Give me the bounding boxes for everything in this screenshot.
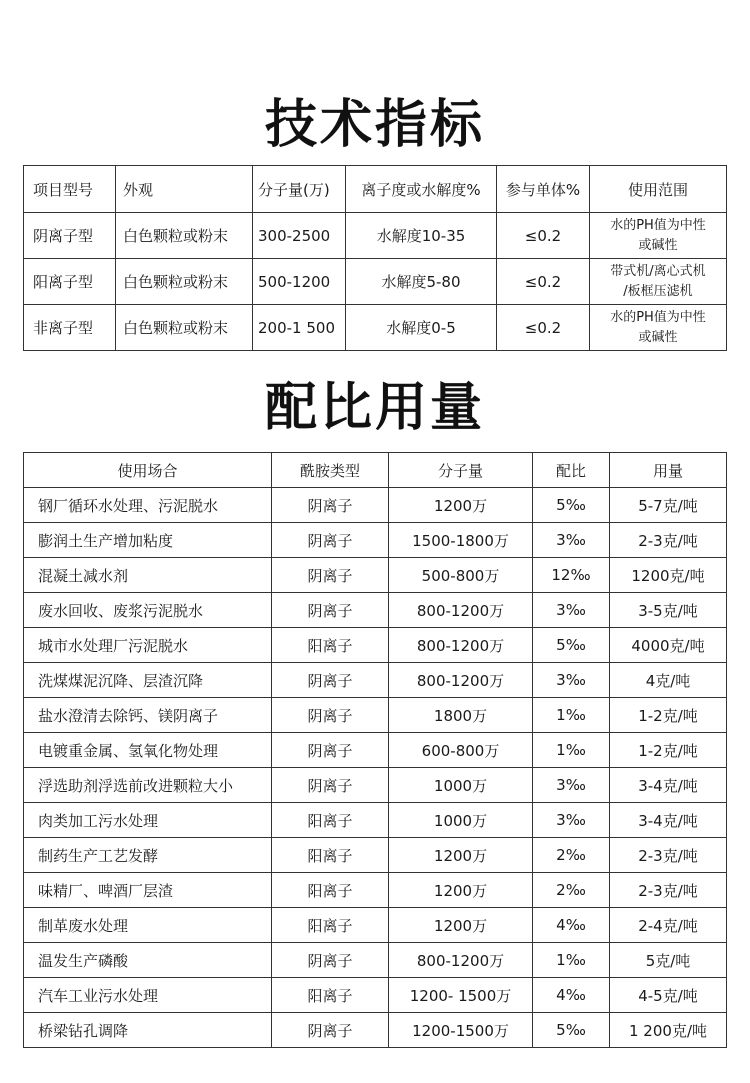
dosage-cell-amide-type: 阴离子 [272,943,389,978]
dosage-header-ratio: 配比 [533,453,610,488]
spec-cell-monomer: ≤0.2 [497,259,590,305]
dosage-cell-application: 制药生产工艺发酵 [24,838,272,873]
dosage-cell-dosage: 3-4克/吨 [610,803,727,838]
dosage-cell-amide-type: 阳离子 [272,628,389,663]
dosage-cell-molecular-weight: 1200-1500万 [389,1013,533,1048]
dosage-cell-molecular-weight: 800-1200万 [389,593,533,628]
dosage-cell-application: 钢厂循环水处理、污泥脱水 [24,488,272,523]
spec-cell-model: 阳离子型 [24,259,116,305]
dosage-cell-molecular-weight: 1000万 [389,768,533,803]
dosage-cell-amide-type: 阴离子 [272,698,389,733]
dosage-header-application: 使用场合 [24,453,272,488]
dosage-cell-application: 膨润土生产增加粘度 [24,523,272,558]
dosage-cell-molecular-weight: 1200万 [389,838,533,873]
spec-cell-appearance: 白色颗粒或粉末 [116,259,253,305]
spec-cell-molecular-weight: 300-2500 [253,213,346,259]
spec-cell-model: 阴离子型 [24,213,116,259]
dosage-cell-dosage: 4-5克/吨 [610,978,727,1013]
dosage-cell-molecular-weight: 1200万 [389,873,533,908]
dosage-cell-application: 混凝土减水剂 [24,558,272,593]
dosage-cell-ratio: 12‰ [533,558,610,593]
spec-cell-molecular-weight: 500-1200 [253,259,346,305]
dosage-cell-amide-type: 阴离子 [272,523,389,558]
dosage-cell-dosage: 2-3克/吨 [610,523,727,558]
spec-cell-appearance: 白色颗粒或粉末 [116,213,253,259]
dosage-cell-dosage: 4克/吨 [610,663,727,698]
dosage-cell-ratio: 5‰ [533,628,610,663]
spec-header-row [24,166,727,213]
spec-table [23,165,727,351]
dosage-cell-molecular-weight: 1200- 1500万 [389,978,533,1013]
dosage-cell-application: 汽车工业污水处理 [24,978,272,1013]
spec-cell-ionicity: 水解度0-5 [346,305,497,351]
dosage-row [24,733,727,768]
dosage-row [24,488,727,523]
dosage-cell-dosage: 1-2克/吨 [610,733,727,768]
dosage-cell-ratio: 1‰ [533,943,610,978]
dosage-row [24,768,727,803]
dosage-cell-amide-type: 阴离子 [272,733,389,768]
dosage-cell-ratio: 3‰ [533,803,610,838]
dosage-cell-application: 浮选助剂浮选前改进颗粒大小 [24,768,272,803]
scope-line: 或碱性 [638,329,678,345]
spec-cell-appearance: 白色颗粒或粉末 [116,305,253,351]
spec-row [24,259,727,305]
spec-cell-molecular-weight: 200-1 500 [253,305,346,351]
spec-cell-scope [590,213,727,259]
spec-header-model: 项目型号 [24,166,116,213]
dosage-cell-dosage: 1-2克/吨 [610,698,727,733]
dosage-row [24,908,727,943]
dosage-cell-amide-type: 阴离子 [272,488,389,523]
dosage-cell-molecular-weight: 800-1200万 [389,663,533,698]
dosage-cell-application: 城市水处理厂污泥脱水 [24,628,272,663]
dosage-cell-application: 废水回收、废浆污泥脱水 [24,593,272,628]
dosage-cell-amide-type: 阴离子 [272,593,389,628]
dosage-cell-amide-type: 阳离子 [272,978,389,1013]
dosage-cell-molecular-weight: 800-1200万 [389,943,533,978]
dosage-cell-molecular-weight: 1500-1800万 [389,523,533,558]
dosage-cell-dosage: 3-4克/吨 [610,768,727,803]
dosage-row [24,1013,727,1048]
dosage-row [24,593,727,628]
scope-line: 带式机/离心式机 [610,263,706,279]
dosage-cell-ratio: 4‰ [533,908,610,943]
dosage-header-molecular-weight: 分子量 [389,453,533,488]
dosage-cell-application: 肉类加工污水处理 [24,803,272,838]
dosage-row [24,628,727,663]
dosage-cell-amide-type: 阴离子 [272,558,389,593]
spec-cell-scope [590,305,727,351]
dosage-cell-ratio: 5‰ [533,488,610,523]
dosage-cell-molecular-weight: 800-1200万 [389,628,533,663]
spec-cell-model: 非离子型 [24,305,116,351]
scope-line: 水的PH值为中性 [610,309,706,325]
dosage-cell-amide-type: 阳离子 [272,873,389,908]
spec-cell-monomer: ≤0.2 [497,305,590,351]
spec-header-appearance: 外观 [116,166,253,213]
dosage-cell-ratio: 3‰ [533,593,610,628]
dosage-table [23,452,727,1048]
dosage-cell-dosage: 1 200克/吨 [610,1013,727,1048]
dosage-cell-application: 电镀重金属、氢氧化物处理 [24,733,272,768]
spec-title: 技术指标 [264,95,485,155]
dosage-cell-molecular-weight: 1000万 [389,803,533,838]
dosage-row [24,558,727,593]
scope-line: /板框压滤机 [623,283,693,299]
dosage-cell-application: 温发生产磷酸 [24,943,272,978]
dosage-title: 配比用量 [264,378,485,438]
dosage-row [24,943,727,978]
dosage-row [24,838,727,873]
dosage-cell-amide-type: 阳离子 [272,803,389,838]
spec-cell-ionicity: 水解度5-80 [346,259,497,305]
dosage-cell-application: 制革废水处理 [24,908,272,943]
dosage-cell-dosage: 2-4克/吨 [610,908,727,943]
dosage-header-row [24,453,727,488]
spec-cell-monomer: ≤0.2 [497,213,590,259]
dosage-row [24,873,727,908]
dosage-cell-dosage: 5克/吨 [610,943,727,978]
dosage-cell-application: 洗煤煤泥沉降、层渣沉降 [24,663,272,698]
dosage-cell-dosage: 3-5克/吨 [610,593,727,628]
dosage-cell-ratio: 2‰ [533,873,610,908]
spec-cell-ionicity: 水解度10-35 [346,213,497,259]
scope-line: 或碱性 [638,237,678,253]
dosage-cell-ratio: 2‰ [533,838,610,873]
spec-row [24,213,727,259]
dosage-cell-ratio: 3‰ [533,768,610,803]
dosage-cell-amide-type: 阴离子 [272,663,389,698]
dosage-cell-application: 味精厂、啤酒厂层渣 [24,873,272,908]
spec-header-ionicity: 离子度或水解度% [346,166,497,213]
dosage-cell-molecular-weight: 500-800万 [389,558,533,593]
dosage-row [24,698,727,733]
scope-line: 水的PH值为中性 [610,217,706,233]
dosage-cell-molecular-weight: 1200万 [389,488,533,523]
dosage-cell-molecular-weight: 1800万 [389,698,533,733]
dosage-cell-molecular-weight: 1200万 [389,908,533,943]
dosage-cell-amide-type: 阳离子 [272,838,389,873]
spec-cell-scope [590,259,727,305]
dosage-cell-dosage: 5-7克/吨 [610,488,727,523]
dosage-row [24,803,727,838]
dosage-cell-application: 桥梁钻孔调降 [24,1013,272,1048]
dosage-row [24,978,727,1013]
dosage-cell-amide-type: 阴离子 [272,768,389,803]
dosage-cell-ratio: 1‰ [533,733,610,768]
dosage-cell-ratio: 3‰ [533,663,610,698]
dosage-cell-dosage: 2-3克/吨 [610,873,727,908]
dosage-cell-ratio: 1‰ [533,698,610,733]
dosage-cell-amide-type: 阳离子 [272,908,389,943]
dosage-cell-amide-type: 阴离子 [272,1013,389,1048]
dosage-row [24,663,727,698]
spec-header-monomer: 参与单体% [497,166,590,213]
dosage-header-dosage: 用量 [610,453,727,488]
dosage-cell-ratio: 3‰ [533,523,610,558]
spec-row [24,305,727,351]
spec-header-scope: 使用范围 [590,166,727,213]
spec-header-molecular-weight: 分子量(万) [253,166,346,213]
dosage-cell-molecular-weight: 600-800万 [389,733,533,768]
dosage-cell-dosage: 2-3克/吨 [610,838,727,873]
dosage-cell-application: 盐水澄清去除钙、镁阴离子 [24,698,272,733]
dosage-row [24,523,727,558]
dosage-cell-dosage: 4000克/吨 [610,628,727,663]
dosage-cell-dosage: 1200克/吨 [610,558,727,593]
dosage-cell-ratio: 5‰ [533,1013,610,1048]
dosage-cell-ratio: 4‰ [533,978,610,1013]
dosage-header-amide-type: 酰胺类型 [272,453,389,488]
